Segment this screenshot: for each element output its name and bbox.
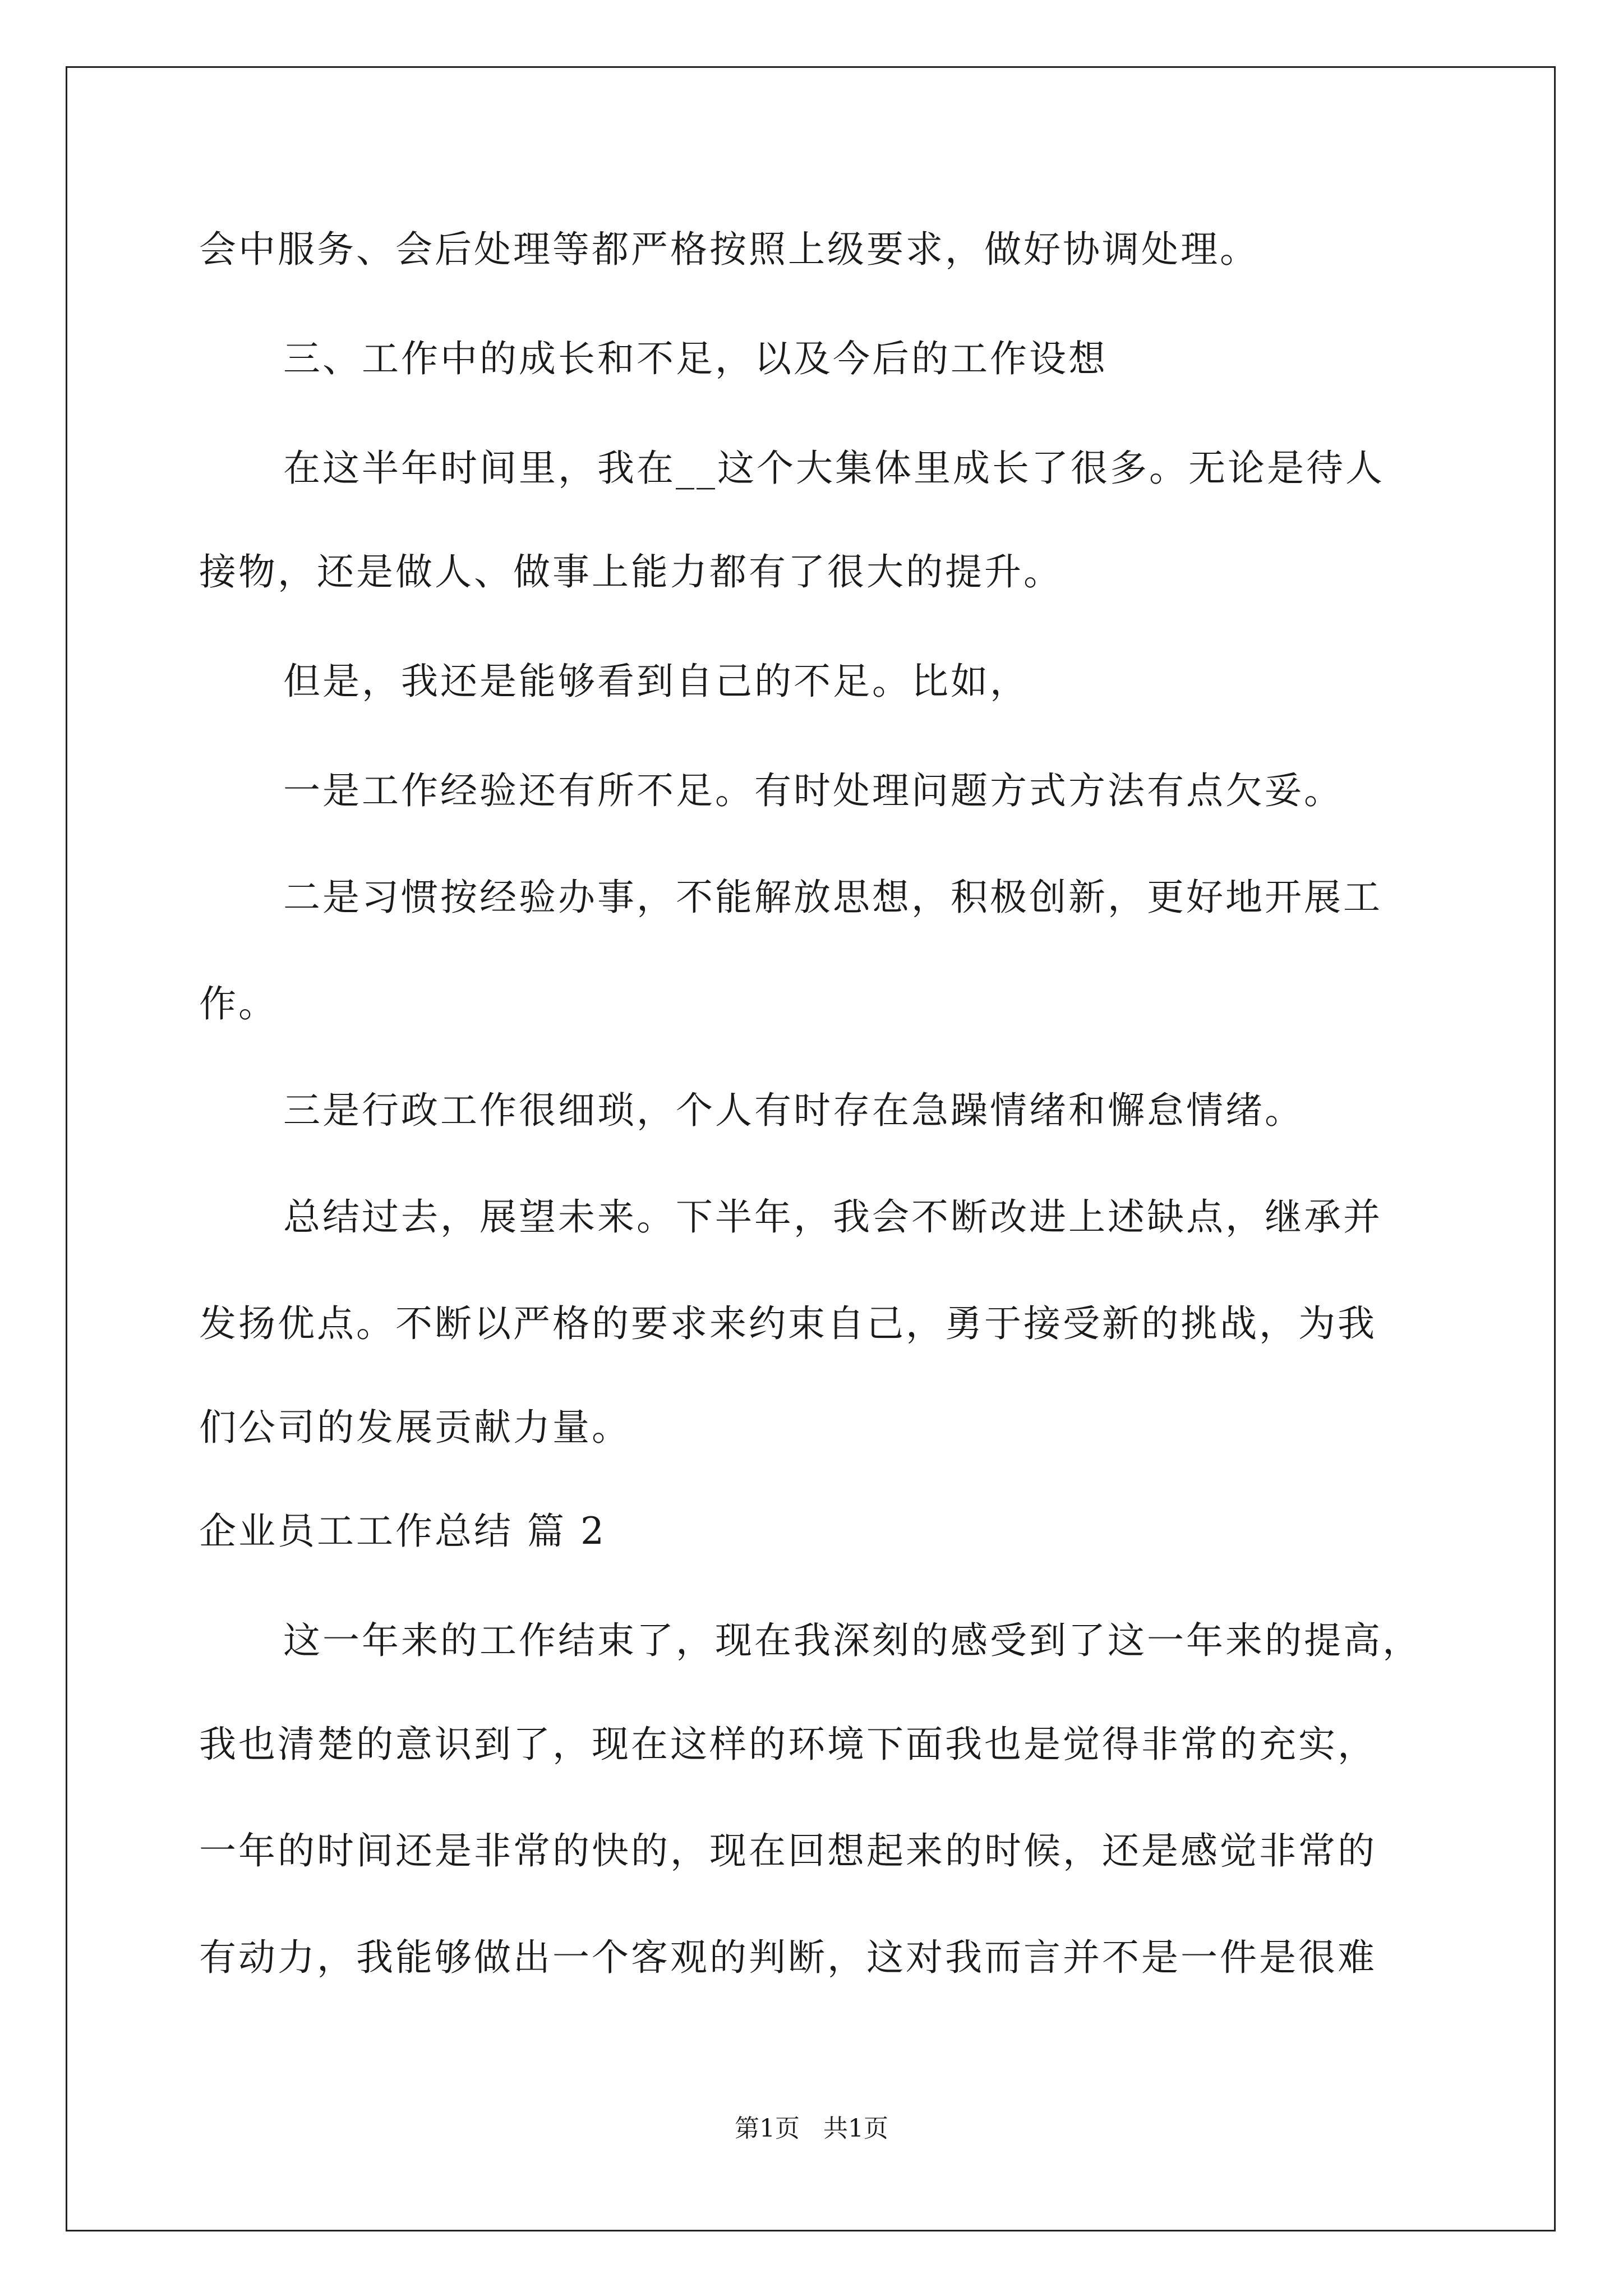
- text-line: 作。: [199, 982, 278, 1025]
- page-footer: 第1页 共1页: [735, 2114, 888, 2143]
- text-line: 总结过去，展望未来。下半年，我会不断改进上述缺点，继承并: [283, 1195, 1382, 1239]
- article-heading: 企业员工工作总结 篇 2: [199, 1510, 606, 1553]
- text-line: 一是工作经验还有所不足。有时处理问题方式方法有点欠妥。: [283, 769, 1343, 812]
- text-line: 但是，我还是能够看到自己的不足。比如，: [283, 660, 1029, 703]
- text-line: 们公司的发展贡献力量。: [199, 1406, 631, 1449]
- text-line: 有动力，我能够做出一个客观的判断，这对我而言并不是一件是很难: [199, 1936, 1377, 1979]
- section-heading: 三、工作中的成长和不足，以及今后的工作设想: [283, 337, 1108, 380]
- text-line: 接物，还是做人、做事上能力都有了很大的提升。: [199, 550, 1063, 593]
- text-line: 我也清楚的意识到了，现在这样的环境下面我也是觉得非常的充实，: [199, 1723, 1377, 1766]
- text-line: 二是习惯按经验办事，不能解放思想，积极创新，更好地开展工: [283, 876, 1382, 919]
- text-line: 会中服务、会后处理等都严格按照上级要求，做好协调处理。: [199, 228, 1259, 271]
- text-line: 一年的时间还是非常的快的，现在回想起来的时候，还是感觉非常的: [199, 1829, 1377, 1872]
- text-line: 在这半年时间里，我在__这个大集体里成长了很多。无论是待人: [283, 447, 1385, 490]
- text-line: 发扬优点。不断以严格的要求来约束自己，勇于接受新的挑战，为我: [199, 1302, 1377, 1345]
- text-line: 这一年来的工作结束了，现在我深刻的感受到了这一年来的提高，: [283, 1619, 1422, 1662]
- text-line: 三是行政工作很细琐，个人有时存在急躁情绪和懈怠情绪。: [283, 1089, 1304, 1132]
